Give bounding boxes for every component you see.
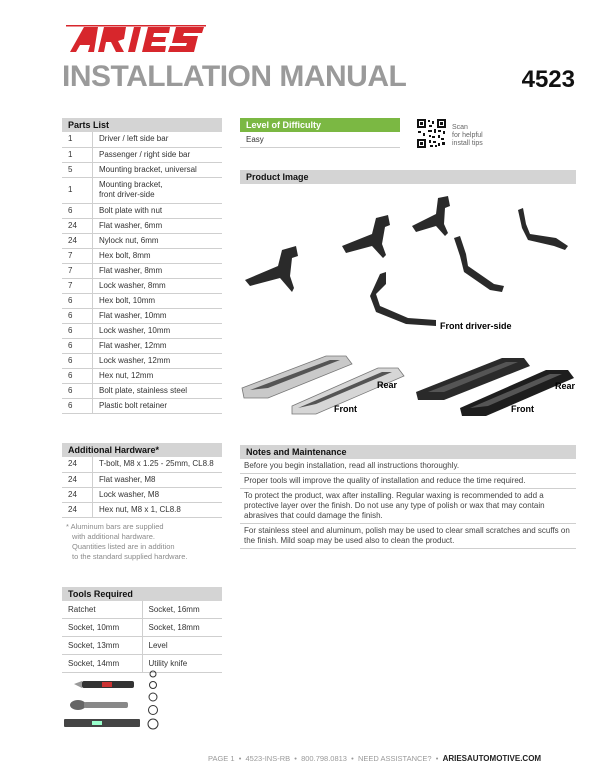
qty-cell: 24 [62,502,93,517]
footer-doc: 4523-INS-RB [245,754,291,763]
qty-cell: 6 [62,398,93,413]
difficulty-section [240,118,400,148]
qty-cell: 6 [62,203,93,218]
qty-cell: 6 [62,323,93,338]
notes-paragraph: For stainless steel and aluminum, polish may be used to clear small scratches and scuffs on the finish. Mild soap may be used also to clean the product. [240,524,576,549]
qr-caption [452,124,483,148]
tool-cell: Socket, 18mm [142,619,222,637]
notes-title: Notes and Maintenance [240,445,576,459]
table-row [62,472,222,487]
description-line: Mounting bracket, [99,180,163,189]
description-line: Flat washer, 8mm [99,265,163,275]
qty-cell: 7 [62,263,93,278]
description-cell [93,487,223,502]
description-line: Flat washer, M8 [99,474,156,484]
difficulty-title: Level of Difficulty [240,118,400,132]
tools-illustration [62,668,172,734]
tool-cell: Socket, 14mm [62,655,142,673]
table-row [62,248,222,263]
table-row [62,457,222,472]
footer: PAGE 1 • 4523-INS-RB • 800.798.0813 • NEED ASSISTANCE? • ARIESAUTOMOTIVE.COM [208,754,542,763]
qty-cell: 6 [62,308,93,323]
additional-hardware [62,443,222,562]
tool-cell: Socket, 16mm [142,601,222,619]
description-line: Bolt plate, stainless steel [99,385,188,395]
qty-cell: 1 [62,147,93,162]
tools-required [62,587,222,673]
tool-cell: Socket, 10mm [62,619,142,637]
parts-table [62,132,222,414]
qty-cell: 24 [62,233,93,248]
description-cell [93,502,223,517]
socket-icons [148,671,158,729]
qr-caption-line: for helpful [452,132,483,139]
table-row [62,233,222,248]
level-icon [64,719,140,727]
notes-paragraph: Proper tools will improve the quality of installation and reduce the time required. [240,474,576,489]
description-cell [93,323,223,338]
table-row [62,293,222,308]
table-row [62,177,222,203]
qty-cell: 6 [62,383,93,398]
description-line: Hex nut, M8 x 1, CL8.8 [99,504,181,514]
qty-cell: 24 [62,487,93,502]
tool-cell: Ratchet [62,601,142,619]
running-board-black-icons [416,358,574,416]
product-illustration [240,188,576,428]
description-line: Flat washer, 6mm [99,220,163,230]
table-row [62,203,222,218]
label-rear-2: Rear [555,381,576,391]
note-line: with additional hardware. [72,531,155,541]
description-line: Plastic bolt retainer [99,400,168,410]
table-row [62,132,222,147]
description-cell [93,308,223,323]
parts-list-title: Parts List [62,118,222,132]
tools-table [62,601,222,673]
description-line: Passenger / right side bar [99,149,191,159]
description-cell [93,457,223,472]
label-front-2: Front [511,404,534,414]
description-cell [93,353,223,368]
notes-paragraph: To protect the product, wax after installing. Regular waxing is recommended to add a protective layer over the finish. Do not use any type of polish or wax that may contain abrasives that could damage the finish. [240,489,576,524]
description-line: Nylock nut, 6mm [99,235,159,245]
description-cell [93,162,223,177]
additional-hardware-title: Additional Hardware* [62,443,222,457]
mounting-bracket-icons [245,196,568,326]
table-row [62,502,222,517]
table-row [62,368,222,383]
table-row [62,278,222,293]
table-row [62,383,222,398]
table-row [62,353,222,368]
description-line: Flat washer, 10mm [99,310,167,320]
tools-required-title: Tools Required [62,587,222,601]
description-line: Flat washer, 12mm [99,340,167,350]
description-cell [93,368,223,383]
footer-page: PAGE 1 [208,754,235,763]
description-line: Lock washer, 10mm [99,325,171,335]
description-line: Bolt plate with nut [99,205,163,215]
description-line: Hex nut, 12mm [99,370,154,380]
label-front-1: Front [334,404,357,414]
description-cell [93,398,223,413]
qty-cell: 1 [62,177,93,203]
table-row [62,263,222,278]
label-front-driver-side: Front driver-side [440,321,512,331]
qr-caption-line: Scan [452,124,468,131]
qty-cell: 6 [62,353,93,368]
description-cell [93,293,223,308]
description-cell [93,132,223,147]
qty-cell: 7 [62,278,93,293]
label-rear-1: Rear [377,380,398,390]
description-line: Driver / left side bar [99,134,169,144]
qty-cell: 5 [62,162,93,177]
table-row [62,323,222,338]
qr-code-icon[interactable] [416,118,447,149]
description-line: Lock washer, 12mm [99,355,171,365]
tool-cell: Utility knife [142,655,222,673]
qty-cell: 6 [62,293,93,308]
table-row [62,338,222,353]
part-number: 4523 [521,66,575,93]
table-row [62,398,222,413]
parts-list [62,118,222,414]
hardware-table [62,457,222,518]
description-cell [93,203,223,218]
description-line: front driver-side [99,190,155,199]
qty-cell: 24 [62,218,93,233]
description-line: T-bolt, M8 x 1.25 - 25mm, CL8.8 [99,459,214,469]
table-row [62,308,222,323]
description-line: Mounting bracket, universal [99,164,197,174]
qr-caption-line: install tips [452,140,483,147]
description-line: Hex bolt, 8mm [99,250,151,260]
qty-cell: 6 [62,368,93,383]
description-cell [93,383,223,398]
description-cell [93,263,223,278]
description-cell [93,147,223,162]
utility-knife-icon [74,681,134,688]
difficulty-value: Easy [240,132,400,148]
footer-website-link[interactable]: ARIESAUTOMOTIVE.COM [442,754,542,763]
description-cell [93,177,223,203]
description-cell [93,248,223,263]
tool-cell: Socket, 13mm [62,637,142,655]
footer-assist: NEED ASSISTANCE? [357,754,432,763]
table-row [62,218,222,233]
ratchet-icon [70,700,128,710]
qty-cell: 24 [62,472,93,487]
table-row [62,147,222,162]
qty-cell: 6 [62,338,93,353]
description-line: Hex bolt, 10mm [99,295,156,305]
note-line: Quantities listed are in addition [72,541,175,551]
hardware-note [62,522,222,562]
description-cell [93,218,223,233]
product-image-section [240,170,576,184]
table-row [62,162,222,177]
qty-cell: 24 [62,457,93,472]
description-cell [93,472,223,487]
product-image-title: Product Image [240,170,576,184]
description-cell [93,278,223,293]
qty-cell: 1 [62,132,93,147]
note-line: * Aluminum bars are supplied [66,521,164,531]
notes-section [240,445,576,549]
description-line: Lock washer, M8 [99,489,160,499]
table-row [62,487,222,502]
document-title: INSTALLATION MANUAL [62,60,407,93]
aries-logo [64,25,208,53]
description-cell [93,233,223,248]
footer-phone: 800.798.0813 [301,754,347,763]
description-cell [93,338,223,353]
note-line: to the standard supplied hardware. [72,551,188,561]
tool-cell: Level [142,637,222,655]
description-line: Lock washer, 8mm [99,280,166,290]
notes-paragraph: Before you begin installation, read all instructions thoroughly. [240,459,576,474]
qty-cell: 7 [62,248,93,263]
